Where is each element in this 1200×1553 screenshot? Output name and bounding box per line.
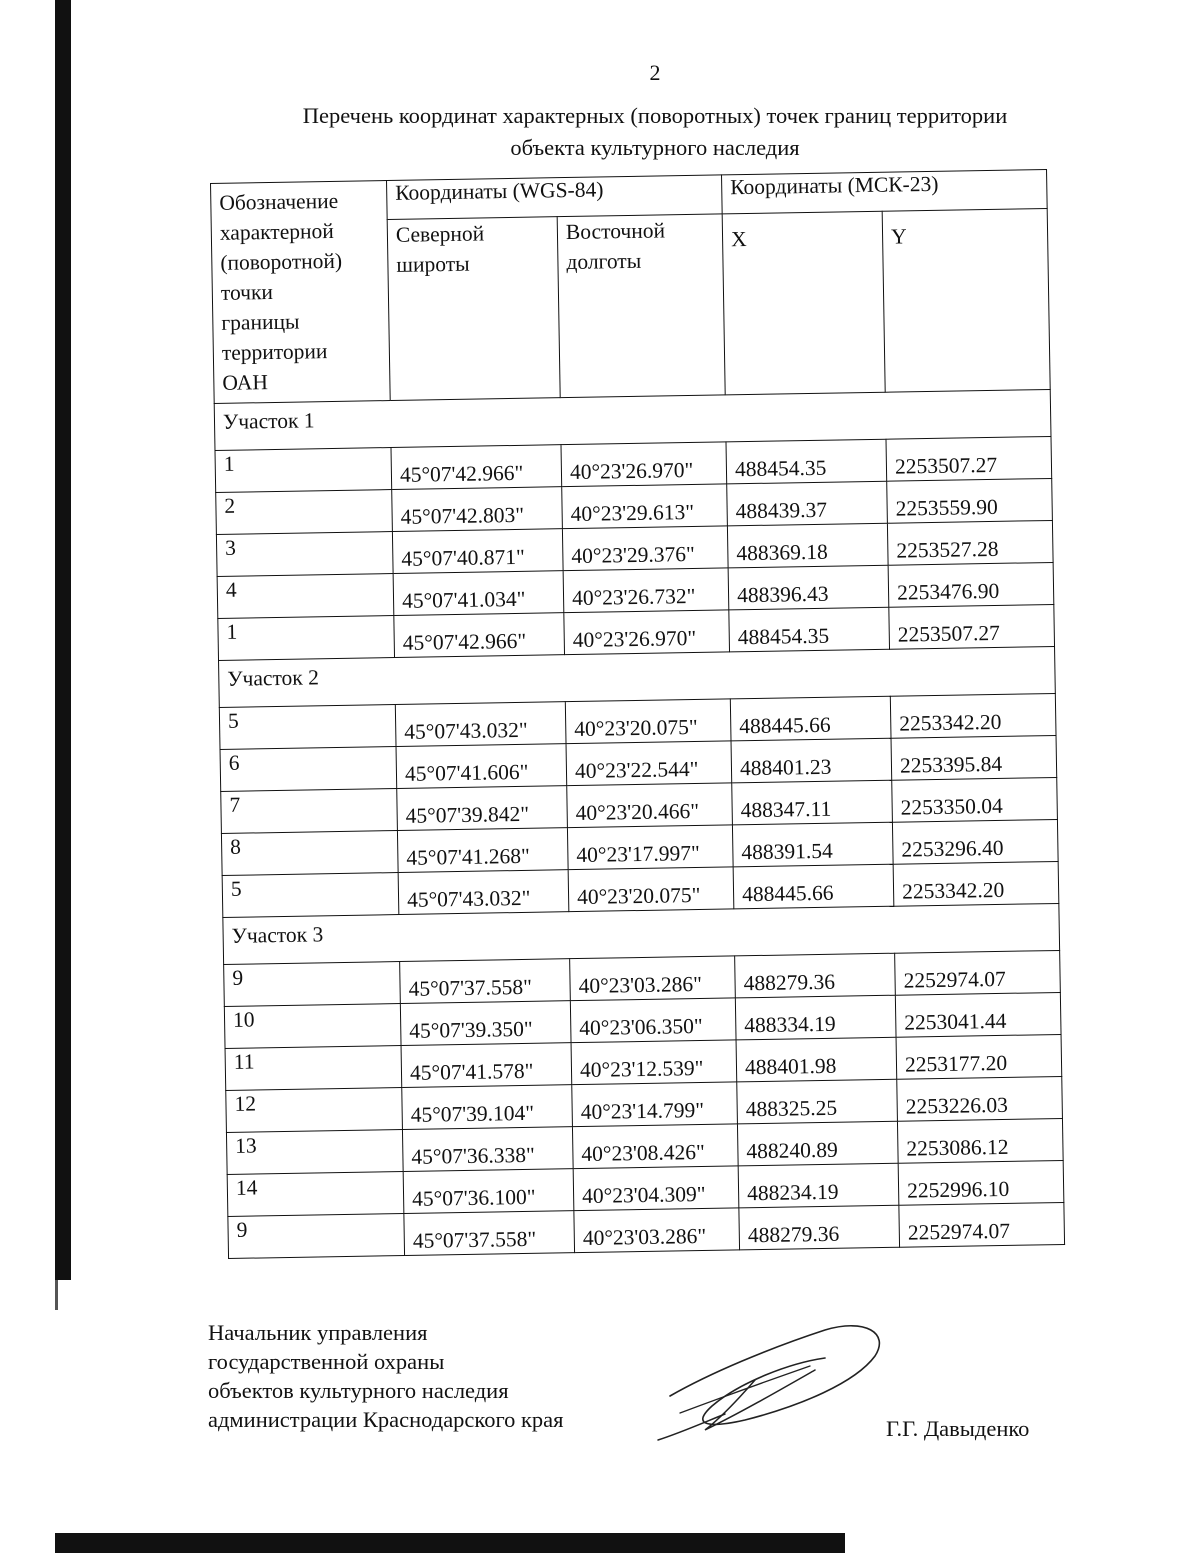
y-coordinate-cell: 2253342.20 — [890, 693, 1056, 738]
y-coordinate-cell: 2253342.20 — [893, 861, 1059, 906]
latitude-cell: 45°07'39.104" — [402, 1085, 573, 1130]
latitude-cell: 45°07'41.606" — [396, 744, 567, 789]
x-coordinate-cell: 488445.66 — [733, 864, 894, 909]
msk23-group-header: Координаты (МСК-23) — [722, 169, 1048, 213]
x-coordinate-cell: 488439.37 — [727, 481, 888, 526]
point-number-cell: 6 — [220, 747, 397, 792]
signatory-line: объектов культурного наследия — [208, 1378, 509, 1403]
point-number-cell: 9 — [224, 962, 401, 1007]
point-number-cell: 8 — [221, 831, 398, 876]
longitude-cell: 40°23'03.286" — [574, 1208, 740, 1253]
longitude-cell: 40°23'20.075" — [568, 867, 734, 912]
latitude-cell: 45°07'41.034" — [393, 571, 564, 616]
y-coordinate-cell: 2252996.10 — [898, 1160, 1064, 1205]
point-number-cell: 2 — [216, 490, 393, 535]
section-label: Участок 1 — [214, 389, 1051, 450]
y-header: Y — [882, 208, 1050, 392]
scan-edge-left-faint — [55, 1280, 58, 1310]
x-coordinate-cell: 488325.25 — [737, 1079, 898, 1124]
y-coordinate-cell: 2253507.27 — [889, 604, 1055, 649]
handwritten-signature — [650, 1318, 890, 1448]
x-coordinate-cell: 488369.18 — [727, 523, 888, 568]
longitude-cell: 40°23'22.544" — [566, 741, 732, 786]
y-coordinate-cell: 2253177.20 — [896, 1034, 1062, 1079]
longitude-cell: 40°23'12.539" — [571, 1040, 737, 1085]
point-number-cell: 13 — [226, 1130, 403, 1175]
longitude-cell: 40°23'26.970" — [564, 610, 730, 655]
north-line: широты — [396, 251, 470, 277]
east-longitude-header — [557, 214, 725, 398]
y-coordinate-cell: 2253296.40 — [892, 819, 1058, 864]
point-number-cell: 10 — [224, 1004, 401, 1049]
latitude-cell: 45°07'41.578" — [401, 1043, 572, 1088]
section-label: Участок 3 — [223, 903, 1060, 964]
longitude-cell: 40°23'29.613" — [562, 484, 728, 529]
longitude-cell: 40°23'26.732" — [563, 568, 729, 613]
y-coordinate-cell: 2253559.90 — [887, 478, 1053, 523]
scan-edge-bottom — [55, 1533, 845, 1553]
longitude-cell: 40°23'14.799" — [572, 1082, 738, 1127]
y-coordinate-cell: 2253395.84 — [891, 735, 1057, 780]
title-line-2: объекта культурного наследия — [510, 135, 800, 160]
latitude-cell: 45°07'41.268" — [397, 828, 568, 873]
x-coordinate-cell: 488454.35 — [729, 607, 890, 652]
longitude-cell: 40°23'29.376" — [562, 526, 728, 571]
east-line: Восточной — [565, 218, 666, 245]
coordinates-table — [210, 169, 1065, 1259]
point-number-cell: 1 — [218, 616, 395, 661]
x-coordinate-cell: 488234.19 — [738, 1163, 899, 1208]
longitude-cell: 40°23'17.997" — [567, 825, 733, 870]
x-coordinate-cell: 488334.19 — [735, 995, 896, 1040]
x-coordinate-cell: 488401.98 — [736, 1037, 897, 1082]
point-label-header — [211, 181, 391, 404]
longitude-cell: 40°23'08.426" — [572, 1124, 738, 1169]
point-number-cell: 11 — [225, 1046, 402, 1091]
x-coordinate-cell: 488396.43 — [728, 565, 889, 610]
signatory-line: Начальник управления — [208, 1320, 428, 1345]
latitude-cell: 45°07'37.558" — [404, 1211, 575, 1256]
north-line: Северной — [395, 221, 485, 247]
longitude-cell: 40°23'20.466" — [567, 783, 733, 828]
x-coordinate-cell: 488347.11 — [732, 780, 893, 825]
latitude-cell: 45°07'43.032" — [395, 702, 566, 747]
document-title — [225, 100, 1085, 164]
x-header: X — [722, 211, 885, 395]
latitude-cell: 45°07'36.100" — [403, 1169, 574, 1214]
y-coordinate-cell: 2253527.28 — [887, 520, 1053, 565]
point-number-cell: 12 — [226, 1088, 403, 1133]
latitude-cell: 45°07'36.338" — [402, 1127, 573, 1172]
point-number-cell: 9 — [228, 1214, 405, 1259]
latitude-cell: 45°07'42.966" — [394, 613, 565, 658]
x-coordinate-cell: 488454.35 — [726, 439, 887, 484]
point-number-cell: 4 — [217, 574, 394, 619]
latitude-cell: 45°07'42.803" — [392, 487, 563, 532]
scan-edge-left — [55, 0, 71, 1280]
y-coordinate-cell: 2253041.44 — [895, 992, 1061, 1037]
point-label-line: границы — [221, 309, 300, 335]
x-coordinate-cell: 488240.89 — [737, 1121, 898, 1166]
page-number: 2 — [649, 60, 661, 85]
latitude-cell: 45°07'39.350" — [400, 1001, 571, 1046]
point-number-cell: 5 — [219, 705, 396, 750]
latitude-cell: 45°07'42.966" — [391, 445, 562, 490]
y-coordinate-cell: 2253086.12 — [897, 1118, 1063, 1163]
longitude-cell: 40°23'06.350" — [570, 998, 736, 1043]
coordinates-table-wrapper — [210, 169, 1088, 1253]
point-label-line: точки — [220, 279, 274, 305]
point-number-cell: 7 — [221, 789, 398, 834]
latitude-cell: 45°07'40.871" — [392, 529, 563, 574]
point-number-cell: 5 — [222, 873, 399, 918]
x-coordinate-cell: 488279.36 — [735, 953, 896, 998]
longitude-cell: 40°23'03.286" — [570, 956, 736, 1001]
signatory-position — [208, 1318, 564, 1434]
longitude-cell: 40°23'20.075" — [565, 699, 731, 744]
x-coordinate-cell: 488445.66 — [730, 696, 891, 741]
point-number-cell: 3 — [216, 532, 393, 577]
y-coordinate-cell: 2253226.03 — [897, 1076, 1063, 1121]
x-coordinate-cell: 488401.23 — [731, 738, 892, 783]
y-coordinate-cell: 2253350.04 — [892, 777, 1058, 822]
latitude-cell: 45°07'43.032" — [398, 870, 569, 915]
y-coordinate-cell: 2252974.07 — [895, 950, 1061, 995]
signer-name: Г.Г. Давыденко — [886, 1416, 1030, 1441]
point-label-line: Обозначение — [219, 188, 339, 215]
east-line: долготы — [566, 248, 642, 275]
latitude-cell: 45°07'39.842" — [397, 786, 568, 831]
point-label-line: характерной — [219, 218, 334, 245]
signatory-line: администрации Краснодарского края — [208, 1407, 564, 1432]
longitude-cell: 40°23'04.309" — [573, 1166, 739, 1211]
wgs84-group-header: Координаты (WGS-84) — [387, 175, 723, 220]
y-coordinate-cell: 2253507.27 — [886, 436, 1052, 481]
y-coordinate-cell: 2252974.07 — [899, 1202, 1065, 1247]
point-label-line: территории — [221, 339, 328, 365]
point-number-cell: 14 — [227, 1172, 404, 1217]
point-label-line: ОАН — [222, 370, 269, 395]
x-coordinate-cell: 488391.54 — [732, 822, 893, 867]
latitude-cell: 45°07'37.558" — [400, 959, 571, 1004]
y-coordinate-cell: 2253476.90 — [888, 562, 1054, 607]
title-line-1: Перечень координат характерных (поворотных) точек границ территории — [302, 103, 1008, 128]
signatory-line: государственной охраны — [208, 1349, 445, 1374]
section-label: Участок 2 — [219, 646, 1056, 707]
x-coordinate-cell: 488279.36 — [739, 1205, 900, 1250]
longitude-cell: 40°23'26.970" — [561, 442, 727, 487]
north-latitude-header — [387, 217, 560, 401]
point-number-cell: 1 — [215, 448, 392, 493]
point-label-line: (поворотной) — [220, 248, 343, 275]
